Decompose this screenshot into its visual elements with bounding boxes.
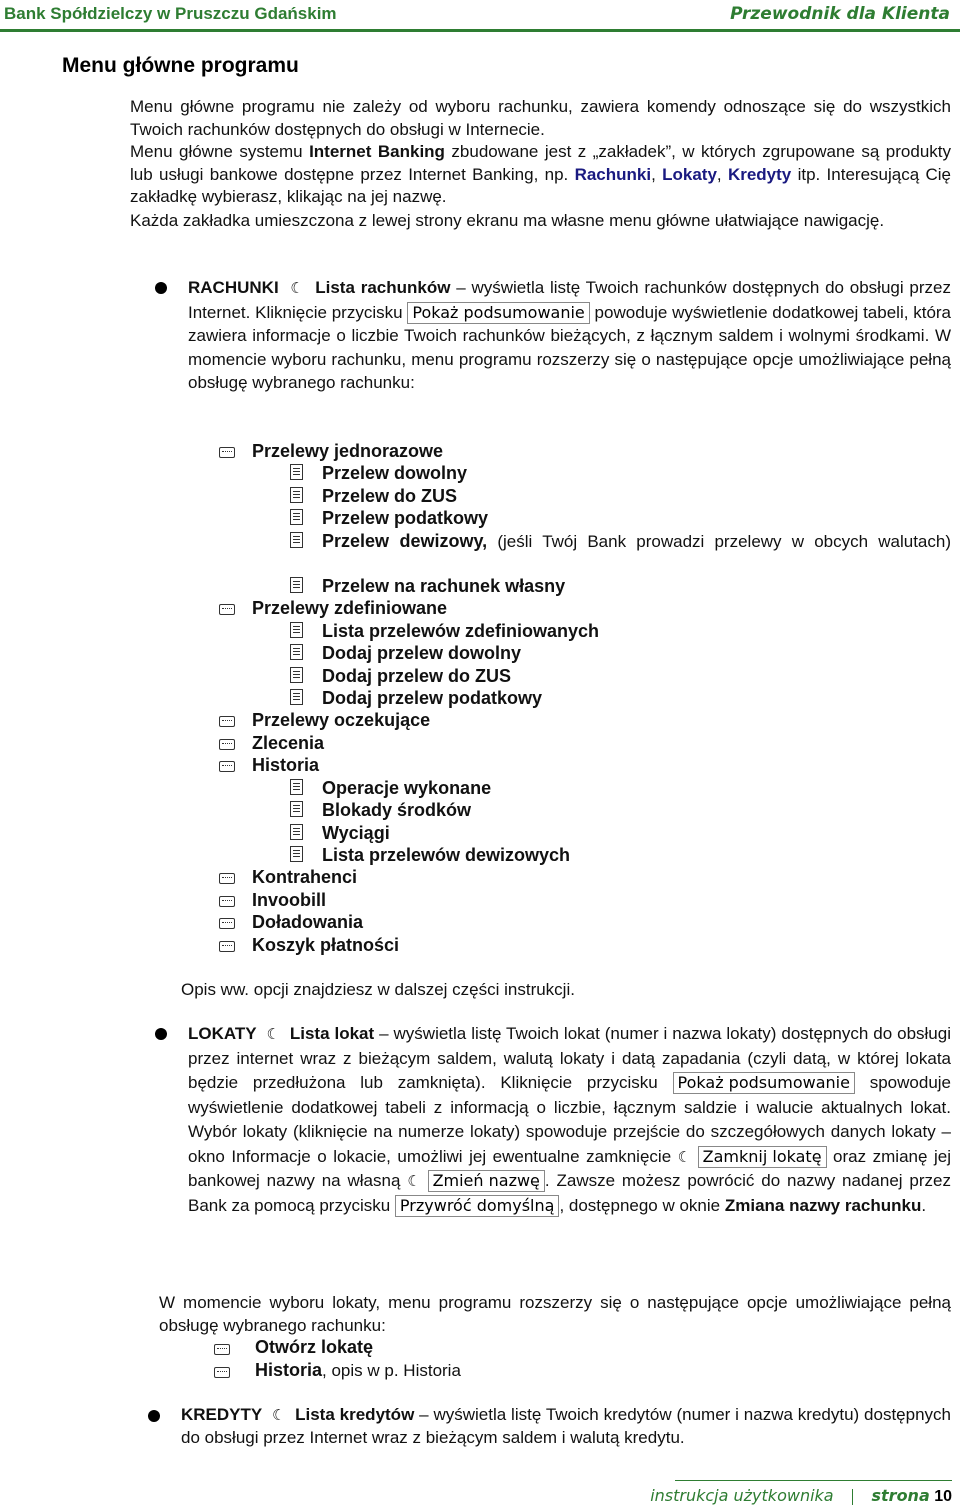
menu-przelew-wlasny[interactable]: Przelew na rachunek własny [322, 576, 566, 596]
keyboard-icon [219, 761, 235, 772]
menu-lista-przelewow-dewizowych[interactable]: Lista przelewów dewizowych [322, 845, 571, 865]
bullet-lokaty [155, 1028, 167, 1040]
document-icon [290, 622, 303, 638]
document-icon [290, 487, 303, 503]
rachunki-label: RACHUNKI [188, 278, 279, 297]
menu-doladowania[interactable]: Doładowania [252, 912, 364, 932]
intro-text: zbudowane jest z „zakładek”, w których zgrupowane są produkty lub usługi bankowe dostępne przez Internet Banking, np. [130, 142, 951, 184]
arrow-icon: ☾ [290, 279, 304, 297]
intro-text: , [716, 164, 728, 184]
document-icon [290, 464, 303, 480]
page-header [0, 0, 960, 32]
przywroc-domyslna-button[interactable]: Przywróć domyślną [395, 1195, 560, 1217]
header-divider [0, 29, 960, 32]
zmiana-nazwy-rachunku-label: Zmiana nazwy rachunku [724, 1195, 922, 1215]
menu-przelew-podatkowy[interactable]: Przelew podatkowy [322, 508, 489, 528]
pokaz-podsumowanie-button[interactable]: Pokaż podsumowanie [407, 302, 589, 324]
page-footer [650, 1486, 952, 1506]
intro-text: , [651, 164, 663, 184]
intro-text: Menu główne systemu [130, 142, 310, 161]
lokaty-text: spowoduje wyświetlenie dodatkowej tabeli z informacją o liczbie, łącznym saldzie i walucie aktualnych lokat. Wybór lokaty (kliknięcie na numerze lokaty) spowoduje przejście do szczegółowych danych lokaty – okno Informacje o lokacie, umożliwi jej ewentualne zamknięcie [188, 1073, 951, 1166]
page-number: 10 [934, 1488, 952, 1505]
rachunki-paragraph [188, 276, 951, 395]
document-icon [290, 689, 303, 705]
footer-separator [852, 1489, 853, 1505]
zmien-nazwe-button[interactable]: Zmień nazwę [428, 1170, 545, 1192]
document-icon [290, 779, 303, 795]
menu-historia[interactable]: Historia [252, 755, 320, 775]
lokaty-label: LOKATY [188, 1024, 257, 1043]
menu-zlecenia[interactable]: Zlecenia [252, 733, 325, 753]
menu-lista-przelewow-zdefiniowanych[interactable]: Lista przelewów zdefiniowanych [322, 621, 600, 641]
keyboard-icon [219, 941, 235, 952]
keyboard-icon [219, 447, 235, 458]
menu-przelew-dewizowy[interactable] [322, 530, 951, 554]
bullet-kredyty [148, 1410, 160, 1422]
menu-przelew-dowolny[interactable]: Przelew dowolny [322, 463, 468, 483]
options-note: Opis ww. opcji znajdziesz w dalszej części instrukcji. [181, 980, 575, 999]
menu-dodaj-przelew-podatkowy[interactable]: Dodaj przelew podatkowy [322, 688, 543, 708]
keyboard-icon [214, 1367, 230, 1378]
keyboard-icon [219, 896, 235, 907]
lista-kredytow-label: Lista kredytów [295, 1405, 415, 1424]
lokaty-text: , dostępnego w oknie [559, 1195, 725, 1215]
arrow-icon: ☾ [266, 1025, 280, 1043]
rachunki-text: powoduje wyświetlenie dodatkowej tabeli, która zawiera informacje o liczbie Twoich rachunków bieżących, z łącznym saldem i wolnymi środkami. W momencie wyboru rachunku, menu programu rozszerzy się o następujące opcje umożliwiające pełną obsługę wybranego rachunku: [188, 302, 952, 392]
footer-page-label: strona [871, 1486, 930, 1505]
bank-name: Bank Spółdzielczy w Pruszczu Gdańskim [4, 4, 337, 23]
menu-koszyk-platnosci[interactable]: Koszyk płatności [252, 935, 400, 955]
menu-historia-note: , opis w p. Historia [322, 1361, 461, 1380]
menu-przelew-dewizowy-label: Przelew dewizowy, [322, 531, 488, 551]
lokaty-text: – wyświetla listę Twoich lokat (numer i nazwa lokaty) dostępnych do obsługi przez internet wraz z bieżącym saldem, walutą lokaty i datą zapadania (czyli datą, w której lokata będzie przedłużona lub zamknięta). Kliknięcie przycisku [188, 1024, 951, 1092]
intro-paragraph-2 [130, 141, 951, 209]
keyboard-icon [219, 873, 235, 884]
guide-title: Przewodnik dla Klienta [730, 4, 950, 24]
menu-przelew-dewizowy-note: (jeśli Twój Bank prowadzi przelewy w obcych walutach) [487, 532, 952, 551]
lokaty-paragraph [188, 1022, 951, 1218]
keyboard-icon [214, 1344, 230, 1355]
lokaty-text: . [921, 1195, 927, 1215]
pokaz-podsumowanie-button[interactable]: Pokaż podsumowanie [673, 1072, 855, 1094]
document-icon [290, 644, 303, 660]
zamknij-lokate-button[interactable]: Zamknij lokatę [698, 1146, 827, 1168]
kredyty-label: KREDYTY [181, 1405, 263, 1424]
keyboard-icon [219, 918, 235, 929]
document-icon [290, 801, 303, 817]
menu-wyciagi[interactable]: Wyciągi [322, 823, 390, 843]
menu-przelewy-zdefiniowane[interactable]: Przelewy zdefiniowane [252, 598, 448, 618]
lokaty-text: oraz zmianę jej bankowej nazwy na własną [188, 1146, 951, 1190]
document-icon [290, 577, 303, 593]
kredyty-paragraph [181, 1404, 951, 1449]
menu-invoobill[interactable]: Invoobill [252, 890, 326, 910]
menu-przelewy-jednorazowe[interactable]: Przelewy jednorazowe [252, 441, 444, 461]
intro-bold-internet-banking: Internet Banking [309, 142, 445, 161]
menu-kontrahenci[interactable]: Kontrahenci [252, 867, 358, 887]
bullet-rachunki [155, 282, 167, 294]
document-icon [290, 532, 303, 548]
keyboard-icon [219, 716, 235, 727]
lista-lokat-label: Lista lokat [289, 1024, 375, 1043]
lokaty-menu-intro: W momencie wyboru lokaty, menu programu rozszerzy się o następujące opcje umożliwiające pełną obsługę wybranego rachunku: [159, 1293, 951, 1335]
rachunki-text: – wyświetla listę Twoich rachunków dostępnych do obsługi przez Internet. Kliknięcie przycisku [188, 278, 951, 322]
document-icon [290, 824, 303, 840]
document-icon [290, 667, 303, 683]
menu-dodaj-przelew-zus[interactable]: Dodaj przelew do ZUS [322, 666, 512, 686]
menu-historia-lokaty[interactable] [255, 1359, 461, 1383]
menu-przelewy-oczekujace[interactable]: Przelewy oczekujące [252, 710, 431, 730]
footer-divider [675, 1480, 952, 1481]
keyboard-icon [219, 739, 235, 750]
tab-link-lokaty: Lokaty [662, 164, 717, 184]
menu-przelew-zus[interactable]: Przelew do ZUS [322, 486, 458, 506]
arrow-icon: ☾ [407, 1172, 421, 1190]
menu-historia-label: Historia [255, 1360, 323, 1380]
document-icon [290, 846, 303, 862]
lokaty-text: . Zawsze możesz powrócić do nazwy nadanej przez Bank za pomocą przycisku [188, 1171, 951, 1215]
arrow-icon: ☾ [677, 1147, 692, 1166]
page-title: Menu główne programu [62, 54, 299, 77]
kredyty-text: – wyświetla listę Twoich kredytów (numer i nazwa kredytu) dostępnych do obsługi przez Internet wraz z bieżącym saldem i walutą kredytu. [181, 1405, 951, 1447]
arrow-icon: ☾ [271, 1406, 286, 1424]
lista-rachunkow-label: Lista rachunków [315, 278, 451, 297]
menu-dodaj-przelew-dowolny[interactable]: Dodaj przelew dowolny [322, 643, 522, 663]
tab-link-rachunki: Rachunki [574, 164, 652, 184]
document-icon [290, 509, 303, 525]
intro-paragraph-3: Każda zakładka umieszczona z lewej strony ekranu ma własne menu główne ułatwiające nawigację. [130, 211, 885, 230]
intro-text: itp. Interesującą Cię zakładkę wybierasz, klikając na jej nazwę. [130, 164, 951, 206]
footer-text: instrukcja użytkownika [650, 1486, 834, 1505]
keyboard-icon [219, 604, 235, 615]
menu-blokady-srodkow[interactable]: Blokady środków [322, 800, 472, 820]
tab-link-kredyty: Kredyty [727, 164, 792, 184]
menu-otworz-lokate[interactable]: Otwórz lokatę [255, 1337, 374, 1357]
menu-operacje-wykonane[interactable]: Operacje wykonane [322, 778, 492, 798]
intro-paragraph-1: Menu główne programu nie zależy od wyboru rachunku, zawiera komendy odnoszące się do wszystkich Twoich rachunków dostępnych do obsługi w Internecie. [130, 97, 951, 139]
